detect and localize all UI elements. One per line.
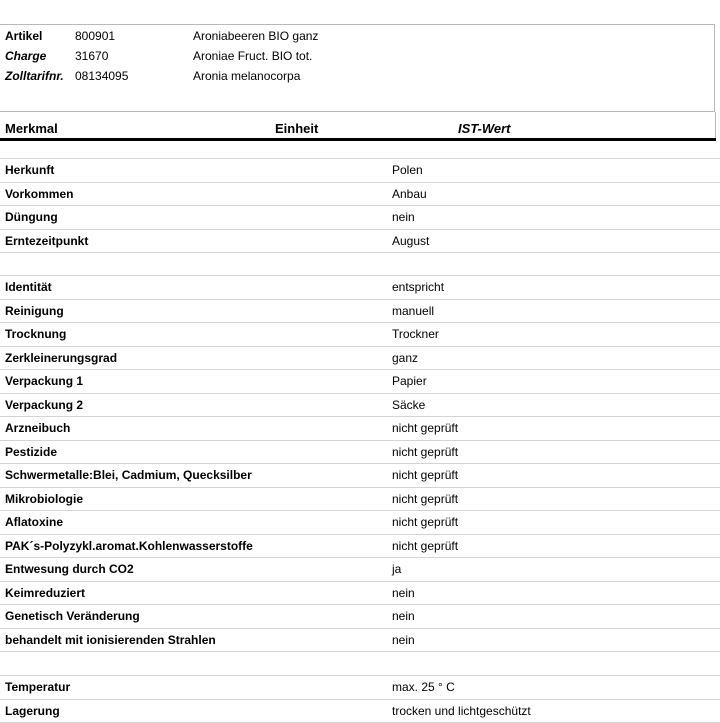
ist-wert-cell: ganz bbox=[392, 351, 419, 365]
ist-wert-cell: August bbox=[392, 234, 430, 248]
ist-wert-cell: nicht geprüft bbox=[392, 539, 459, 553]
merkmal-cell: Aflatoxine bbox=[5, 515, 64, 529]
merkmal-cell: Identität bbox=[5, 280, 52, 294]
merkmal-cell: Genetisch Veränderung bbox=[5, 609, 140, 623]
column-einheit: Einheit bbox=[275, 121, 319, 136]
merkmal-cell: Düngung bbox=[5, 210, 58, 224]
ist-wert-cell: nein bbox=[392, 609, 415, 623]
ist-wert-cell: nein bbox=[392, 633, 415, 647]
zolltarif-label: Zolltarifnr. bbox=[5, 69, 64, 83]
charge-label: Charge bbox=[5, 49, 47, 63]
header-row-artikel bbox=[0, 26, 715, 46]
ist-wert-cell: nicht geprüft bbox=[392, 468, 459, 482]
merkmal-cell: Lagerung bbox=[5, 704, 60, 718]
ist-wert-cell: Säcke bbox=[392, 398, 426, 412]
ist-wert-cell: Papier bbox=[392, 374, 427, 388]
ist-wert-cell: nicht geprüft bbox=[392, 445, 459, 459]
table-row bbox=[0, 557, 720, 580]
ist-wert-cell: nicht geprüft bbox=[392, 515, 459, 529]
table-row bbox=[0, 628, 720, 651]
header-row-charge bbox=[0, 46, 715, 66]
column-ist-wert: IST-Wert bbox=[458, 121, 511, 136]
ist-wert-cell: manuell bbox=[392, 304, 435, 318]
ist-wert-cell: Polen bbox=[392, 163, 423, 177]
header-divider bbox=[0, 138, 716, 141]
table-row bbox=[0, 699, 720, 722]
artikel-label: Artikel bbox=[5, 29, 43, 43]
merkmal-cell: Reinigung bbox=[5, 304, 64, 318]
header-row-zolltarif bbox=[0, 66, 715, 86]
table-row bbox=[0, 322, 720, 345]
table-row bbox=[0, 604, 720, 627]
merkmal-cell: Entwesung durch CO2 bbox=[5, 562, 134, 576]
table-row bbox=[0, 440, 720, 463]
table-row bbox=[0, 369, 720, 392]
table-row bbox=[0, 534, 720, 557]
merkmal-cell: Zerkleinerungsgrad bbox=[5, 351, 118, 365]
table-row bbox=[0, 581, 720, 604]
charge-code: 31670 bbox=[75, 49, 109, 63]
table-row bbox=[0, 158, 720, 181]
merkmal-cell: Pestizide bbox=[5, 445, 58, 459]
ist-wert-cell: Anbau bbox=[392, 187, 427, 201]
merkmal-cell: Arzneibuch bbox=[5, 421, 71, 435]
zolltarif-name: Aronia melanocorpa bbox=[193, 69, 301, 83]
table-row bbox=[0, 463, 720, 486]
table-row bbox=[0, 487, 720, 510]
table-row bbox=[0, 416, 720, 439]
zolltarif-code: 08134095 bbox=[75, 69, 129, 83]
ist-wert-cell: nicht geprüft bbox=[392, 421, 459, 435]
merkmal-cell: Keimreduziert bbox=[5, 586, 86, 600]
table-row bbox=[0, 393, 720, 416]
artikel-code: 800901 bbox=[75, 29, 116, 43]
ist-wert-cell: nein bbox=[392, 210, 415, 224]
table-row bbox=[0, 346, 720, 369]
merkmal-cell: Trocknung bbox=[5, 327, 67, 341]
ist-wert-cell: max. 25 ° C bbox=[392, 680, 455, 694]
ist-wert-cell: nein bbox=[392, 586, 415, 600]
table-row bbox=[0, 229, 720, 252]
merkmal-cell: PAK´s-Polyzykl.aromat.Kohlenwasserstoffe bbox=[5, 539, 253, 553]
ist-wert-cell: entspricht bbox=[392, 280, 445, 294]
ist-wert-cell: nicht geprüft bbox=[392, 492, 459, 506]
table-row bbox=[0, 510, 720, 533]
group-divider bbox=[0, 651, 720, 652]
ist-wert-cell: Trockner bbox=[392, 327, 439, 341]
table-column-header bbox=[0, 112, 716, 141]
table-row bbox=[0, 299, 720, 322]
ist-wert-cell: trocken und lichtgeschützt bbox=[392, 704, 531, 718]
merkmal-cell: Schwermetalle:Blei, Cadmium, Quecksilber bbox=[5, 468, 252, 482]
merkmal-cell: Temperatur bbox=[5, 680, 71, 694]
group-divider bbox=[0, 252, 720, 253]
table-row bbox=[0, 182, 720, 205]
artikel-name: Aroniabeeren BIO ganz bbox=[193, 29, 319, 43]
merkmal-cell: Verpackung 2 bbox=[5, 398, 84, 412]
merkmal-cell: behandelt mit ionisierenden Strahlen bbox=[5, 633, 216, 647]
table-row bbox=[0, 275, 720, 298]
merkmal-cell: Herkunft bbox=[5, 163, 55, 177]
table-row bbox=[0, 675, 720, 698]
table-row bbox=[0, 205, 720, 228]
ist-wert-cell: ja bbox=[392, 562, 402, 576]
charge-name: Aroniae Fruct. BIO tot. bbox=[193, 49, 313, 63]
merkmal-cell: Vorkommen bbox=[5, 187, 74, 201]
column-merkmal: Merkmal bbox=[5, 121, 58, 136]
merkmal-cell: Erntezeitpunkt bbox=[5, 234, 89, 248]
merkmal-cell: Verpackung 1 bbox=[5, 374, 84, 388]
merkmal-cell: Mikrobiologie bbox=[5, 492, 83, 506]
